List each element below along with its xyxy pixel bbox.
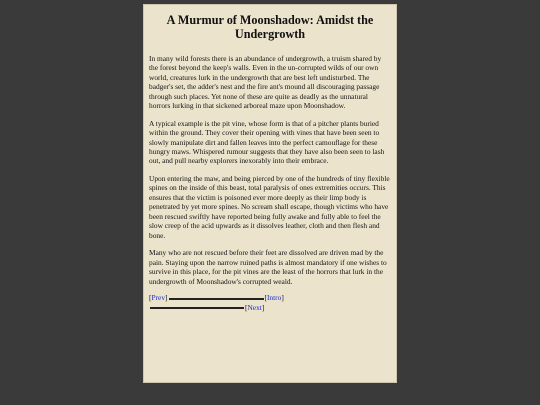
page-title: A Murmur of Moonshadow: Amidst the Undergrowth xyxy=(166,13,374,42)
open-bracket: [ xyxy=(245,302,248,312)
paragraph-4: Many who are not rescued before their feet are dissolved are driven mad by the pain. Staying upon the narrow ruined paths is almost mandatory if one wishes to survive in this place, for the pit vines are the least of the horrors that lurk in the undergrowth of Moonshadow's corrupted weald. xyxy=(149,248,387,286)
open-bracket: [ xyxy=(149,293,152,303)
nav-divider xyxy=(150,307,244,309)
intro-link[interactable]: Intro xyxy=(266,293,282,303)
article-page xyxy=(143,4,397,383)
close-bracket: ] xyxy=(281,293,284,303)
close-bracket: ] xyxy=(165,293,168,303)
page-navigation xyxy=(149,294,391,313)
nav-divider xyxy=(169,298,264,300)
nav-row-next xyxy=(149,304,391,313)
nav-row-prev-intro xyxy=(149,294,391,303)
next-link[interactable]: Next xyxy=(247,302,262,312)
prev-link[interactable]: Prev xyxy=(151,293,166,303)
paragraph-3: Upon entering the maw, and being pierced by one of the hundreds of tiny flexible spines on the inside of this beast, total paralysis of ones extremities occurs. This ensures that the victim is poisoned ever more deeply as their limp body is penetrated by yet more spines. No scream shall escape, though victims who have been rescued swiftly have reported being fully awake and fully able to feel the slow creep of the acid upwards as it dissolves leather, cloth and then flesh and bone. xyxy=(149,173,390,240)
paragraph-2: A typical example is the pit vine, whose form is that of a pitcher plants buried within the ground. They cover their opening with vines that have been seen to slowly manipulate dirt and fallen leaves into the perfect camouflage for these hungry maws. Whispered rumour suggests that they have also been seen to lash out, and pull nearby explorers inexorably into their embrace. xyxy=(149,118,385,166)
close-bracket: ] xyxy=(261,302,265,312)
paragraph-1: In many wild forests there is an abundance of undergrowth, a truism shared by the forest beyond the keep's walls. Even in the un-corrupted wilds of our own world, creatures lurk in the undergrowth that are best left undisturbed. The badger's set, the adder's nest and the fire ant's mound all discouraging passage through such places. Yet none of these are quite as deadly as the unnatural horrors lurking in that sickened arboreal maze upon Moonshadow. xyxy=(149,53,382,111)
open-bracket: [ xyxy=(264,293,267,303)
